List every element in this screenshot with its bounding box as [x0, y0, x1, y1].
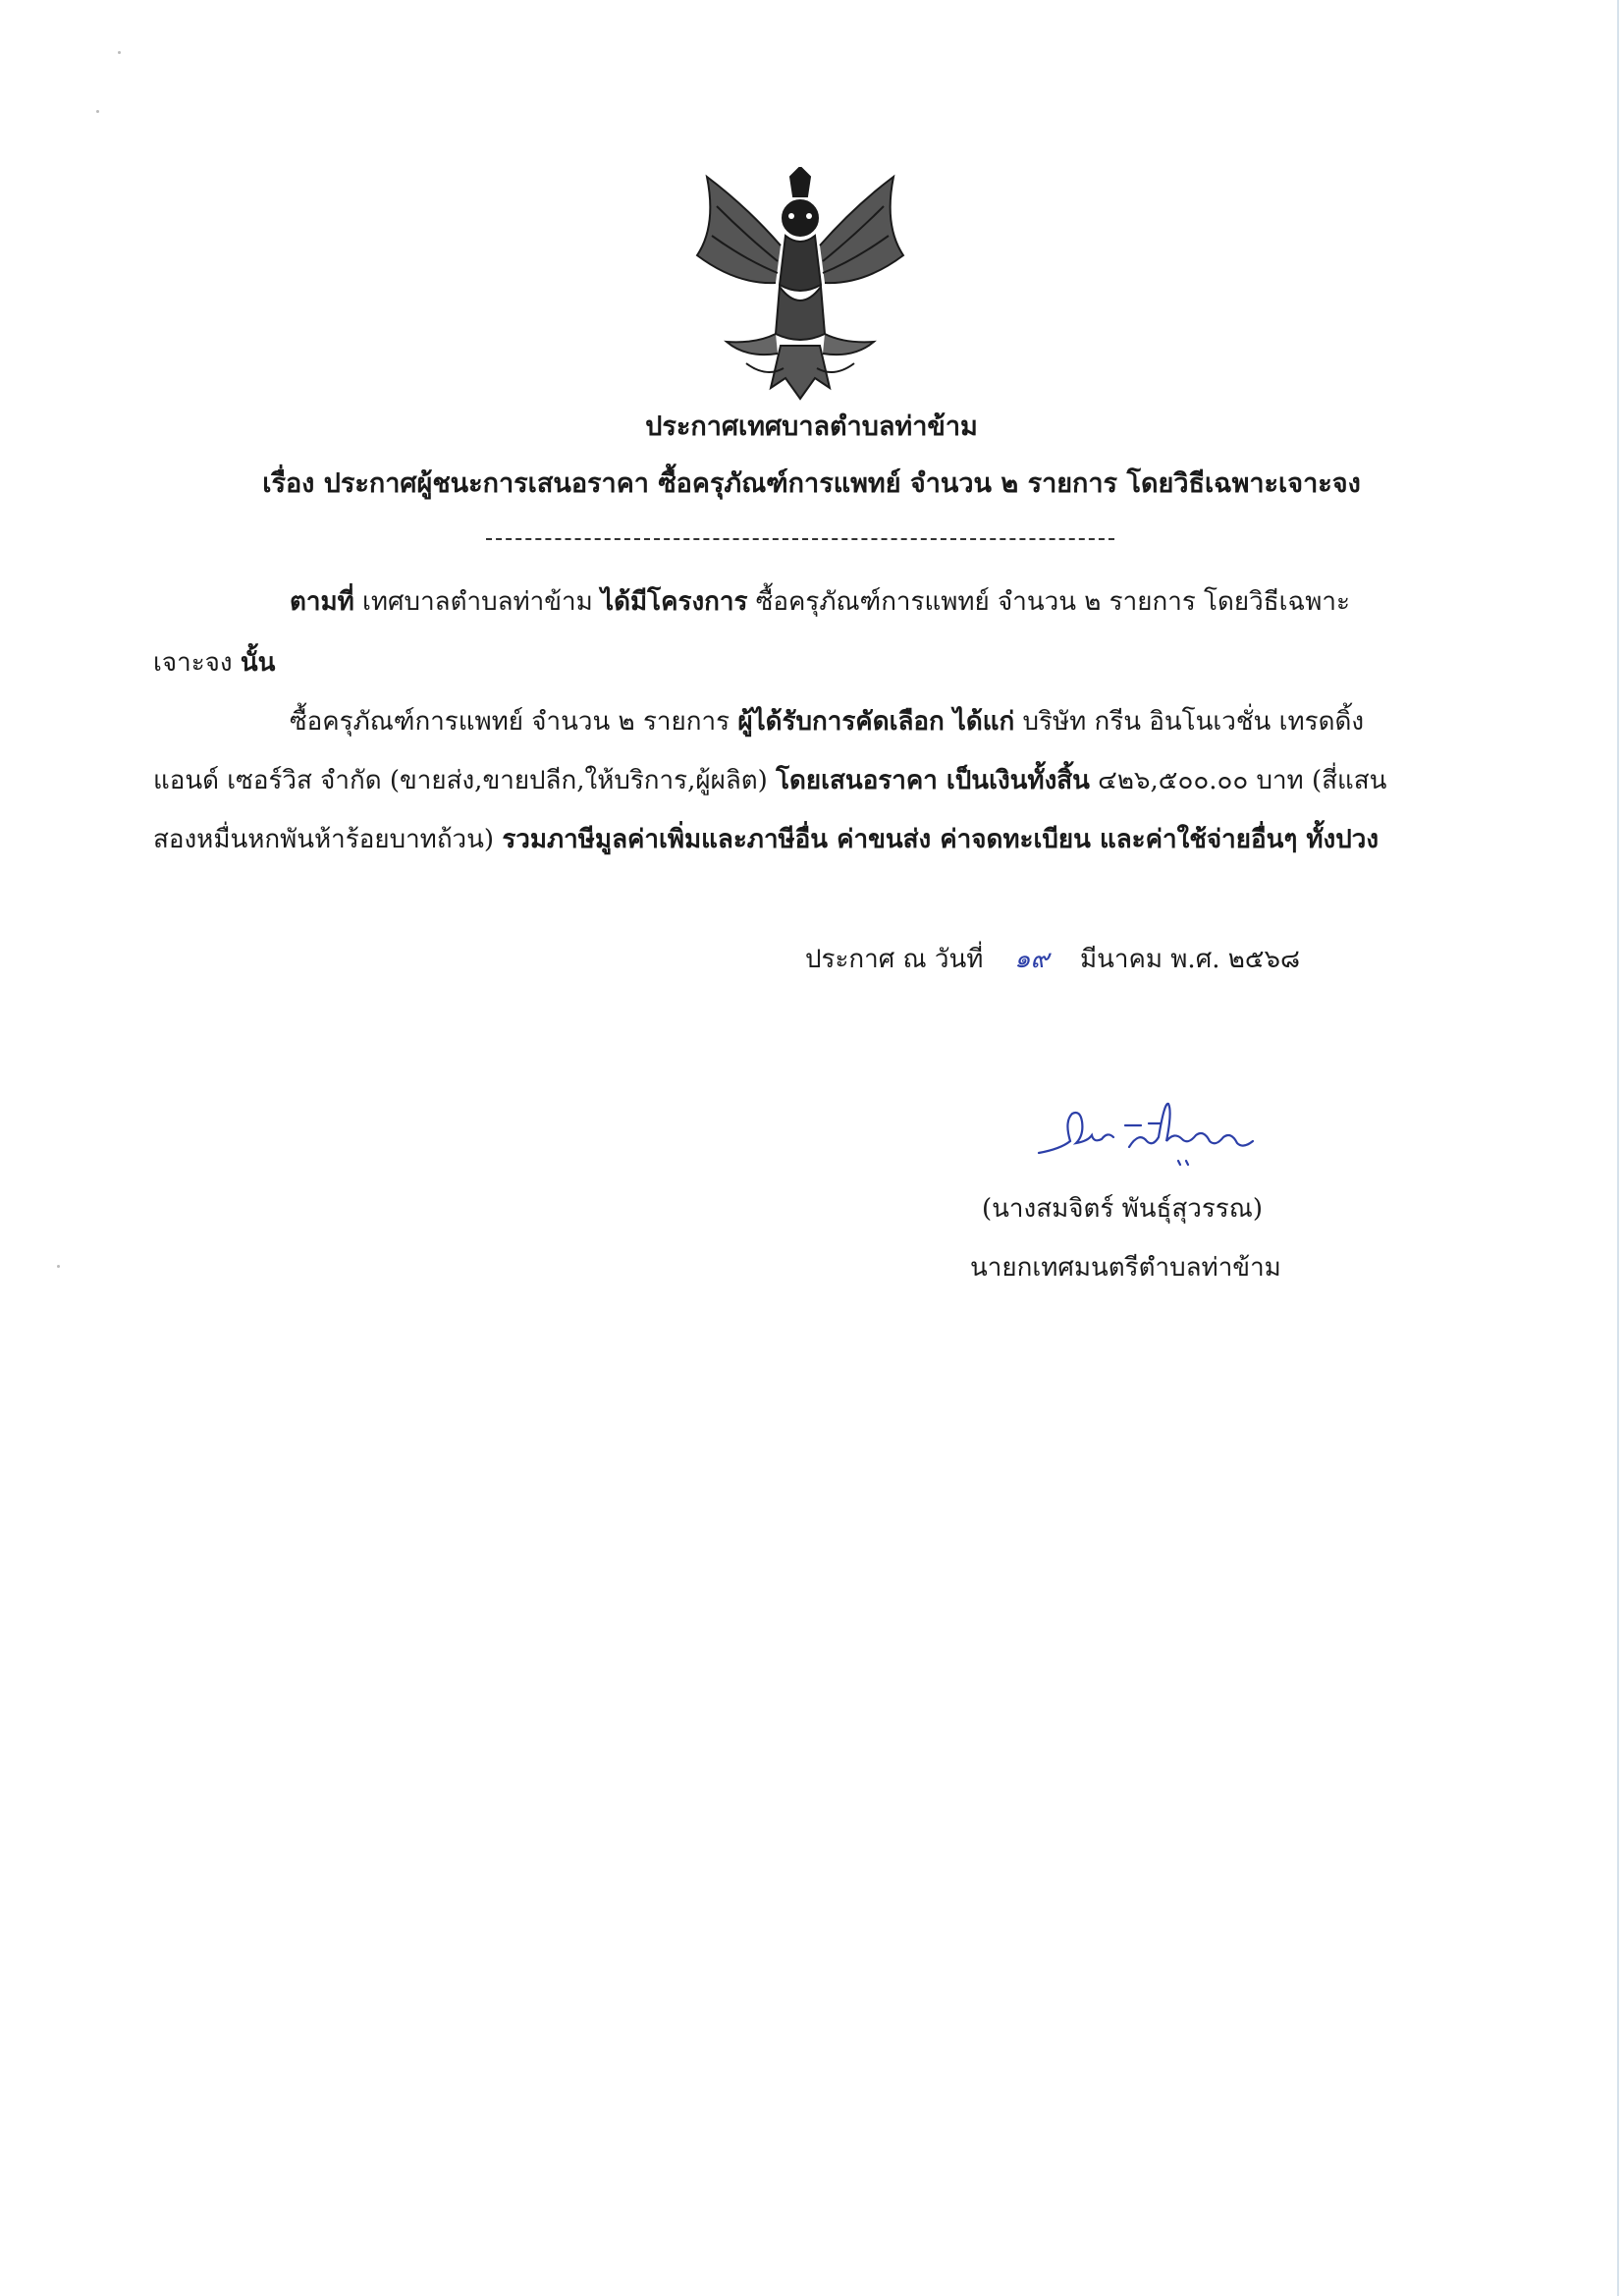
scan-edge-line	[1617, 0, 1619, 2296]
p5-bold-1: รวมภาษีมูลค่าเพิ่มและภาษีอื่น ค่าขนส่ง ค่าจดทะเบียน และค่าใช้จ่ายอื่นๆ ทั้งปวง	[502, 825, 1380, 854]
p4-text-2: ๔๒๖,๕๐๐.๐๐ บาท (สี่แสน	[1089, 766, 1387, 795]
date-prefix: ประกาศ ณ วันที่	[805, 945, 984, 974]
p4-bold-1: โดยเสนอราคา เป็นเงินทั้งสิ้น	[776, 766, 1090, 795]
announcement-subject: เรื่อง ประกาศผู้ชนะการเสนอราคา ซื้อครุภัณฑ์การแพทย์ จำนวน ๒ รายการ โดยวิธีเฉพาะเจาะจง	[262, 468, 1361, 499]
p2-bold: นั้น	[240, 648, 276, 678]
p5-text-1: สองหมื่นหกพันห้าร้อยบาทถ้วน)	[153, 825, 503, 854]
signer-name: (นางสมจิตร์ พันธุ์สุวรรณ)	[982, 1194, 1264, 1224]
paragraph-2-line-2	[153, 760, 1386, 800]
signer-position: นายกเทศมนตรีตำบลท่าข้าม	[970, 1253, 1281, 1283]
paragraph-1-line-2	[153, 642, 275, 683]
handwritten-signature	[1031, 1092, 1276, 1171]
scan-speck	[118, 51, 121, 54]
p3-text-1: ซื้อครุภัณฑ์การแพทย์ จำนวน ๒ รายการ	[290, 707, 738, 737]
paragraph-1-line-1	[290, 581, 1350, 622]
p1-lead: ตามที่	[290, 587, 354, 617]
p1-text-2: ซื้อครุภัณฑ์การแพทย์ จำนวน ๒ รายการ โดยวิธีเฉพาะ	[747, 587, 1350, 617]
p3-bold-1: ผู้ได้รับการคัดเลือก ได้แก่	[737, 707, 1015, 737]
p1-text-1: เทศบาลตำบลท่าข้าม	[353, 587, 602, 617]
announcement-date	[805, 939, 1300, 979]
date-day-handwritten: ๑๙	[1013, 945, 1050, 974]
garuda-emblem-icon	[687, 167, 913, 403]
paragraph-2-line-1	[290, 701, 1364, 741]
paragraph-2-line-3	[153, 819, 1379, 859]
announcement-title: ประกาศเทศบาลตำบลท่าข้าม	[645, 411, 978, 442]
scan-speck	[96, 110, 99, 113]
date-suffix: มีนาคม พ.ศ. ๒๕๖๘	[1079, 945, 1301, 974]
dashed-divider	[486, 538, 1114, 540]
p2-text: เจาะจง	[153, 648, 241, 678]
p3-text-2: บริษัท กรีน อินโนเวชั่น เทรดดิ้ง	[1014, 707, 1365, 737]
p4-text-1: แอนด์ เซอร์วิส จำกัด (ขายส่ง,ขายปลีก,ให้บริการ,ผู้ผลิต)	[153, 766, 777, 795]
p1-bold-1: ได้มีโครงการ	[601, 587, 748, 617]
scan-speck	[57, 1265, 60, 1268]
